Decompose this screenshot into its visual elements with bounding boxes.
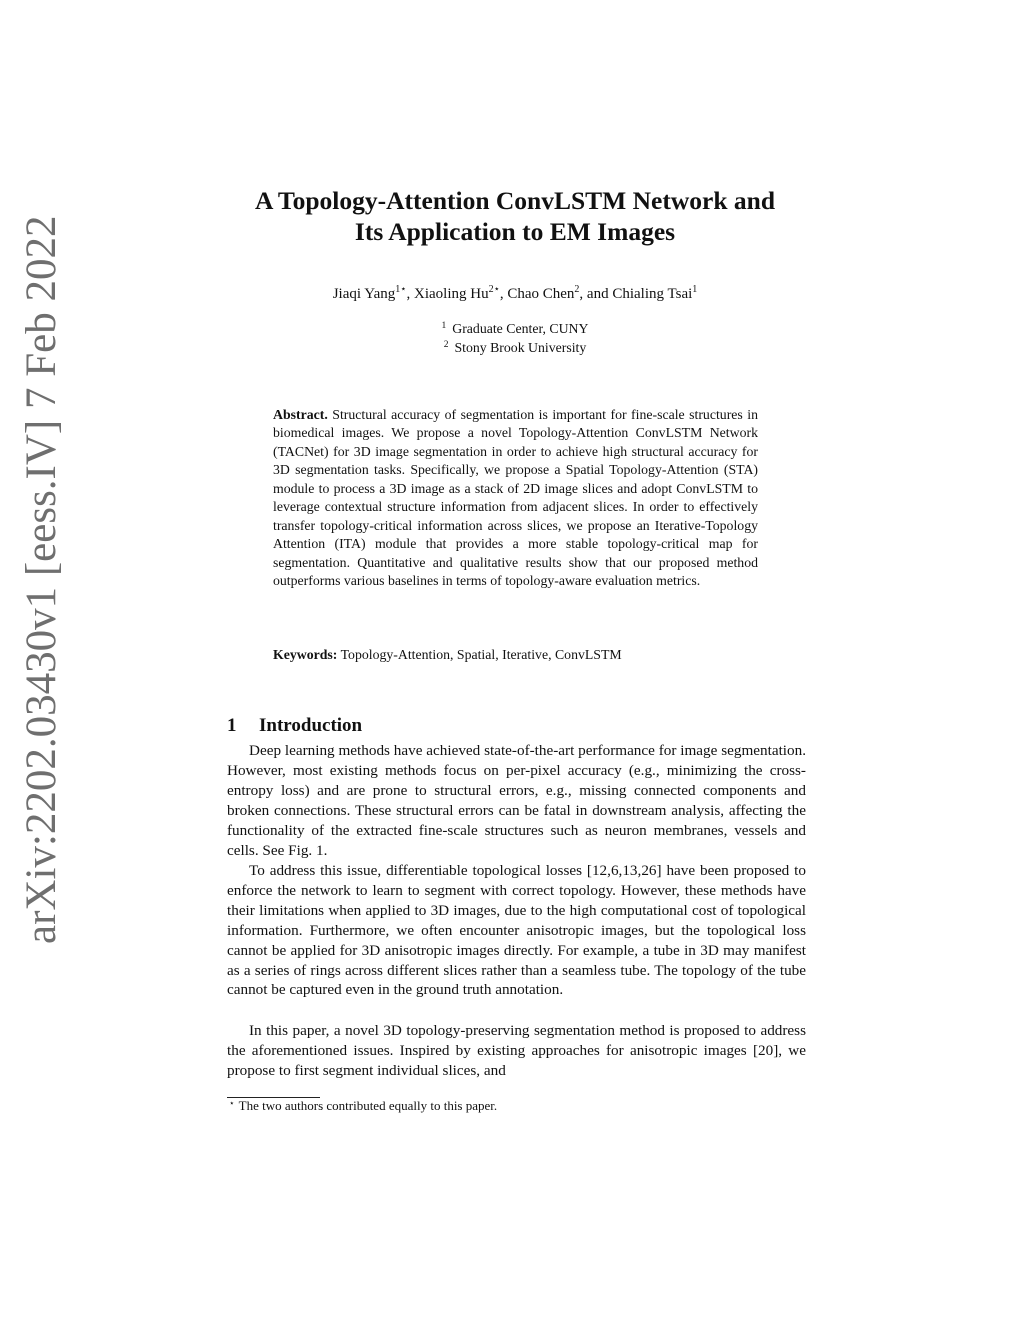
affiliation-mark: 1 <box>441 321 447 331</box>
author-separator: , <box>406 286 414 302</box>
author-mark: 2 <box>574 284 580 295</box>
title-line-1: A Topology-Attention ConvLSTM Network and <box>255 186 775 215</box>
footnote-text: The two authors contributed equally to this paper. <box>238 1098 498 1113</box>
author-list <box>200 284 830 304</box>
author-name: Jiaqi Yang <box>332 286 396 302</box>
affiliation-name: Graduate Center, CUNY <box>452 321 589 336</box>
affiliation-name: Stony Brook University <box>454 340 587 355</box>
abstract-text: Structural accuracy of segmentation is important for fine-scale structures in biomedical images. We propose a novel Topology-Attention ConvLSTM Network (TACNet) for 3D image segmentation in order to achieve high structural accuracy for 3D segmentation tasks. Specifically, we propose a Spatial Topology-Attention (STA) module to process a 3D image as a stack of 2D image slices and adopt ConvLSTM to leverage contextual structure information from adjacent slices. In order to effectively transfer topology-critical information across slices, we propose an Iterative-Topology Attention (ITA) module that provides a more stable topology-critical map for segmentation. Quantitative and qualitative results show that our proposed method outperforms various baselines in terms of topology-aware evaluation metrics. <box>273 407 758 589</box>
keywords-text: Topology-Attention, Spatial, Iterative, ConvLSTM <box>340 647 622 662</box>
author-separator: , and <box>579 286 613 302</box>
author-mark: 1⋆ <box>395 284 407 295</box>
author-mark: 1 <box>692 284 698 295</box>
author-name: Chialing Tsai <box>612 286 693 302</box>
title-line-2: Its Application to EM Images <box>354 217 676 246</box>
body-paragraph: Deep learning methods have achieved state-of-the-art performance for image segmentation. However, most existing methods focus on per-pixel accuracy (e.g., minimizing the cross-entropy loss) and are prone to structural errors, e.g., missing connected components and broken connections. These structural errors can be fatal in downstream analysis, affecting the functionality of the extracted fine-scale structures such as neuron membranes, vessels and cells. See Fig. 1. <box>227 742 806 859</box>
keywords <box>273 646 758 664</box>
footnote-mark: ⋆ <box>229 1098 235 1108</box>
arxiv-identifier: arXiv:2202.03430v1 [eess.IV] 7 Feb 2022 <box>18 215 65 944</box>
author-name: Chao Chen <box>507 286 575 302</box>
body-paragraph: To address this issue, differentiable topological losses [12,6,13,26] have been proposed to enforce the network to learn to segment with correct topology. However, these methods have their limitations when applied to 3D images, due to the high computational cost of topological information. Furthermore, we often encounter anisotropic images, but the topological loss cannot be applied for 3D anisotropic images directly. For example, a tube in 3D may manifest as a series of rings across different slices rather than a seamless tube. The topology of the tube cannot be captured even in the ground truth annotation. <box>227 862 806 999</box>
author-name: Xiaoling Hu <box>414 286 489 302</box>
footnote <box>227 1097 806 1115</box>
affiliation-mark: 2 <box>443 340 449 350</box>
author-mark: 2⋆ <box>488 284 500 295</box>
keywords-label: Keywords: <box>273 647 338 662</box>
section-number: 1 <box>227 714 237 736</box>
paper-title <box>200 185 830 247</box>
section-title: Introduction <box>259 714 363 736</box>
affiliation <box>300 338 730 358</box>
section-heading <box>227 714 727 738</box>
abstract-label: Abstract. <box>273 407 328 422</box>
affiliation <box>300 319 730 339</box>
abstract <box>273 406 758 591</box>
body-paragraph: In this paper, a novel 3D topology-preserving segmentation method is proposed to address the aforementioned issues. Inspired by existing approaches for anisotropic images [20], we propose to first segment individual slices, and <box>227 1022 806 1079</box>
author-separator: , <box>499 286 508 302</box>
